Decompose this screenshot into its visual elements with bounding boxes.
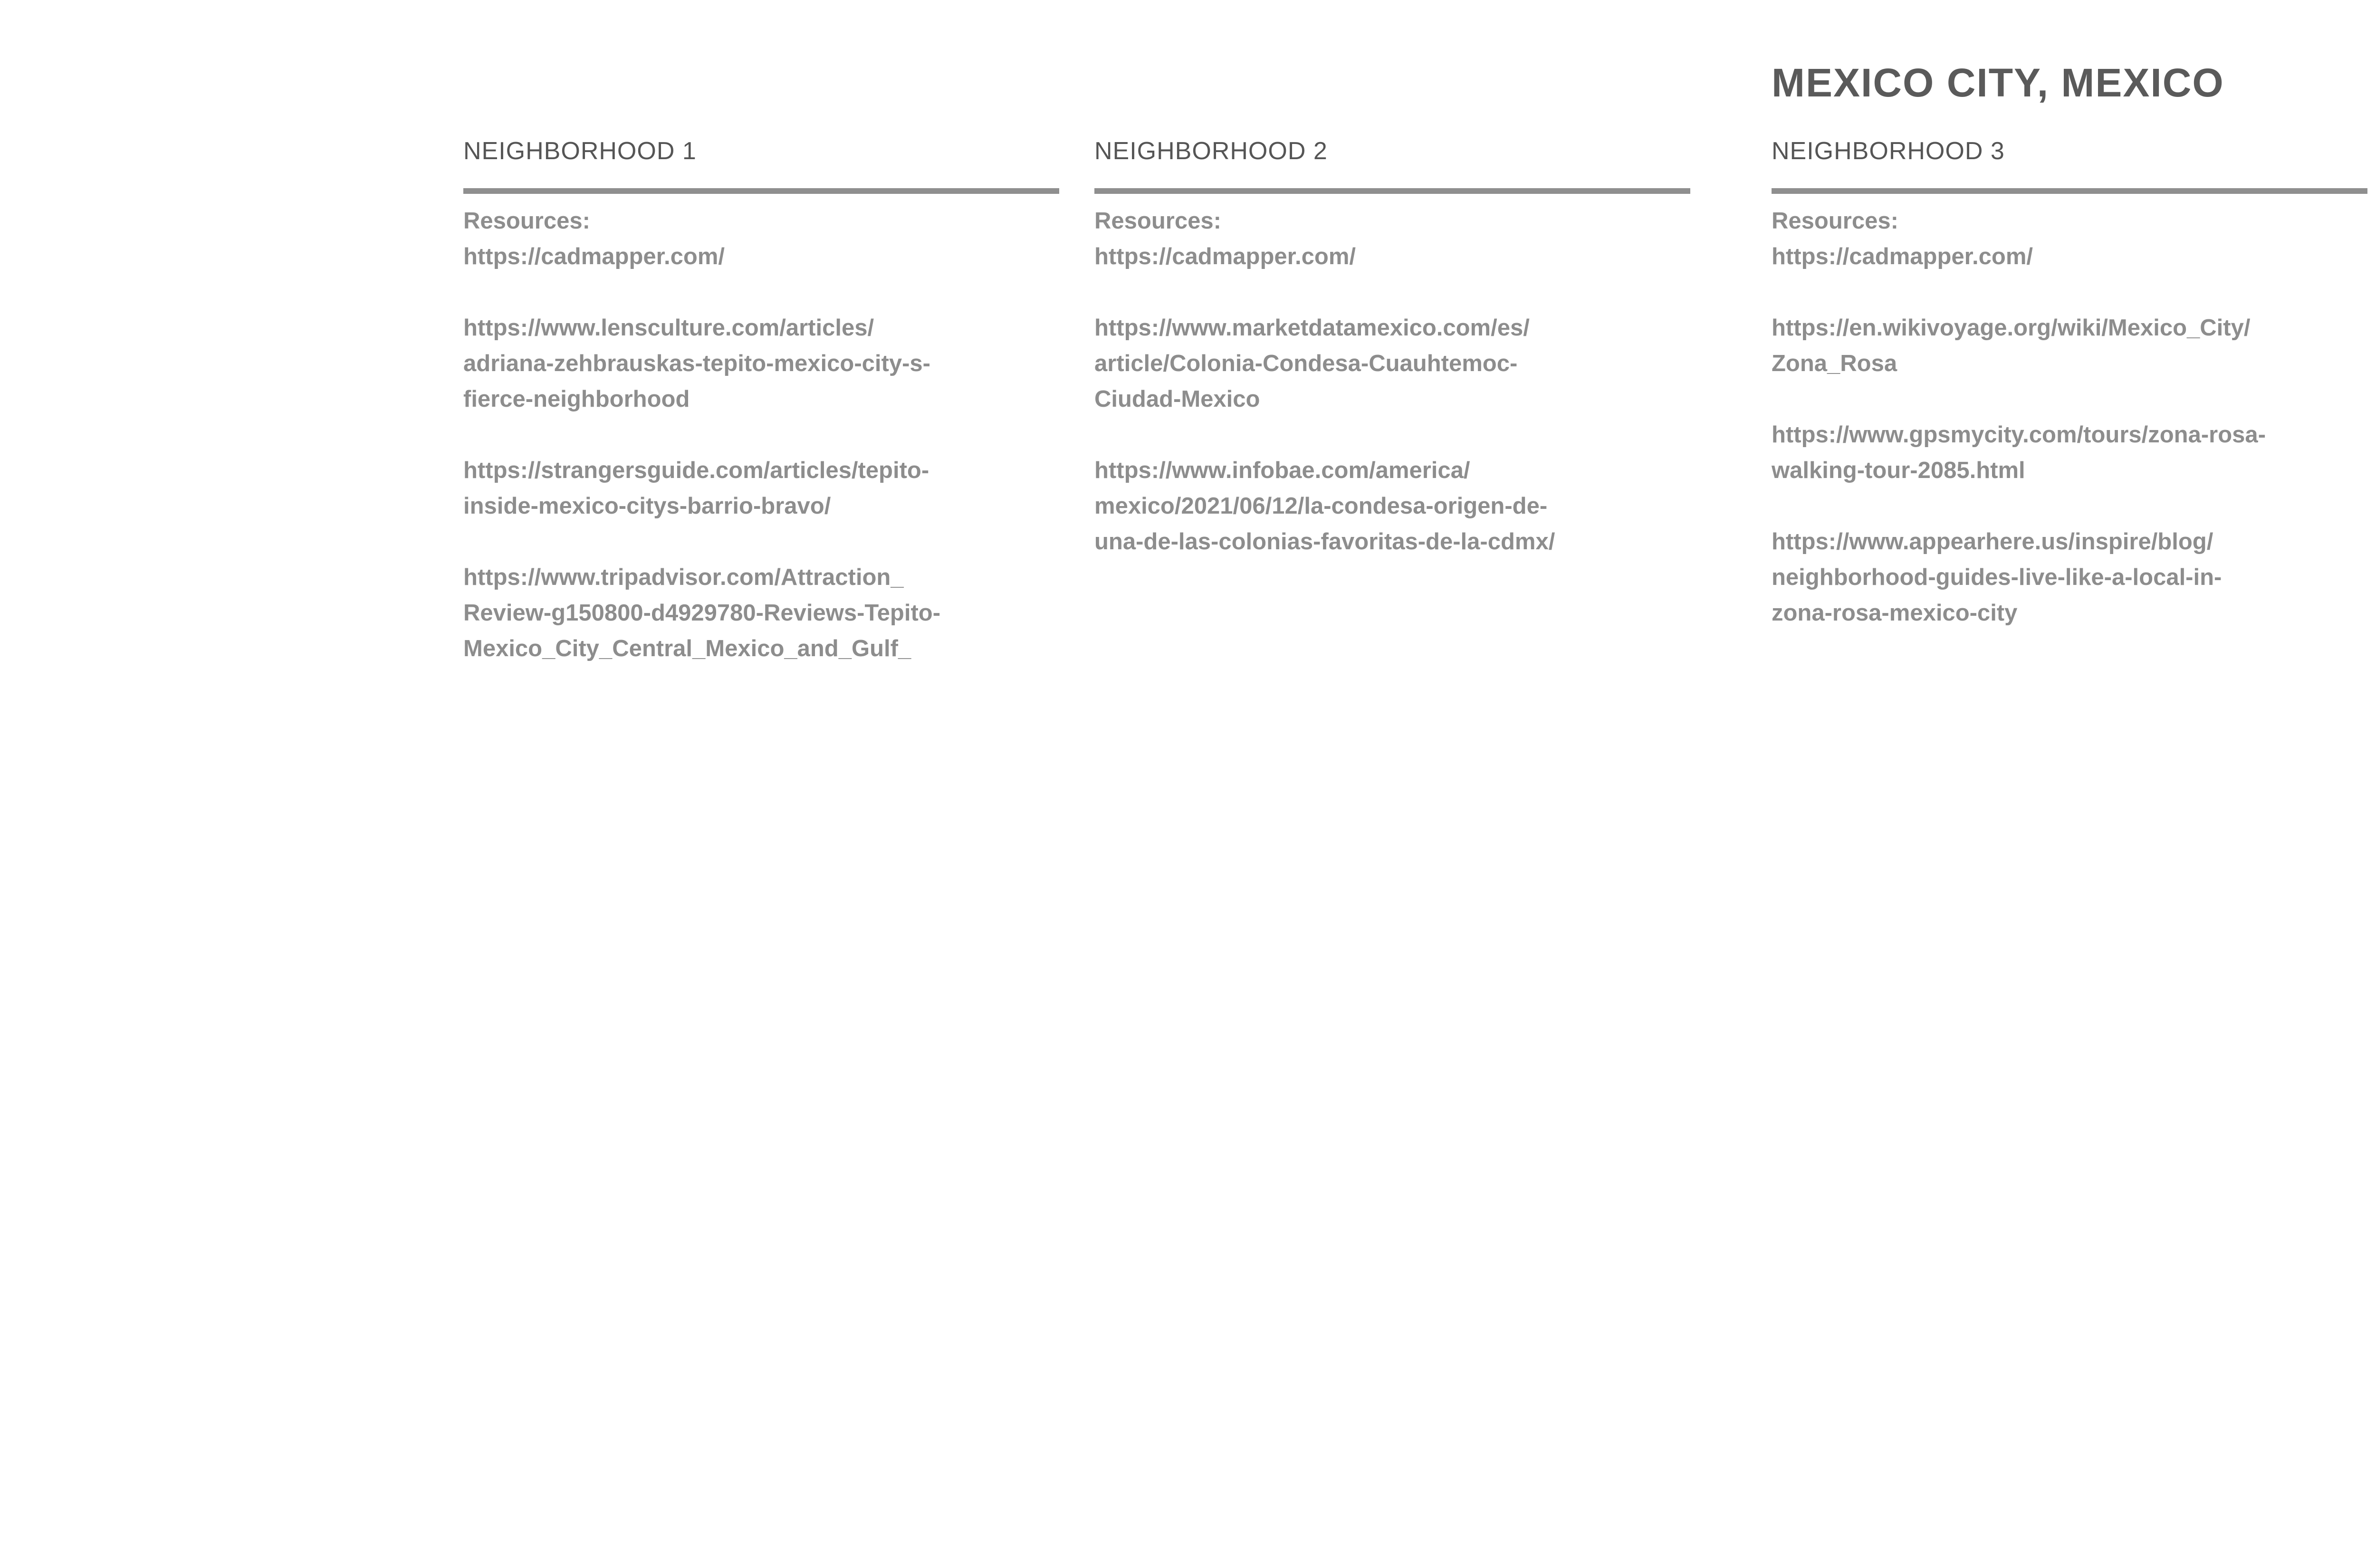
resource-link-text: article/Colonia-Condesa-Cuauhtemoc- bbox=[1094, 351, 1518, 376]
resource-link[interactable] bbox=[1772, 417, 2367, 488]
resource-link[interactable] bbox=[1772, 239, 2367, 275]
resource-link-text: https://cadmapper.com/ bbox=[1772, 244, 2033, 269]
resource-link-text: https://cadmapper.com/ bbox=[1094, 244, 1356, 269]
resource-link-text: mexico/2021/06/12/la-condesa-origen-de- bbox=[1094, 493, 1548, 519]
neighborhood-2-heading: NEIGHBORHOOD 2 bbox=[1094, 137, 1328, 165]
resource-link-text: neighborhood-guides-live-like-a-local-in- bbox=[1772, 564, 2222, 590]
neighborhood-1-divider bbox=[463, 188, 1059, 194]
resource-link[interactable] bbox=[1094, 310, 1690, 417]
neighborhood-3-divider bbox=[1772, 188, 2367, 194]
resource-link-text: https://cadmapper.com/ bbox=[463, 244, 725, 269]
resource-link-text: https://www.gpsmycity.com/tours/zona-rosa- bbox=[1772, 422, 2266, 448]
neighborhood-3-column bbox=[1772, 135, 2367, 631]
resource-link[interactable] bbox=[463, 239, 1059, 275]
page-title: MEXICO CITY, MEXICO bbox=[1772, 60, 2224, 105]
resource-link[interactable] bbox=[463, 310, 1059, 417]
resource-link-text: fierce-neighborhood bbox=[463, 386, 690, 412]
resource-link-text: https://en.wikivoyage.org/wiki/Mexico_City/ bbox=[1772, 315, 2251, 341]
resources-label: Resources: bbox=[1772, 208, 1898, 234]
resource-link-text: https://www.lensculture.com/articles/ bbox=[463, 315, 874, 341]
resources-label: Resources: bbox=[1094, 208, 1221, 234]
resource-link[interactable] bbox=[1094, 239, 1690, 275]
resource-link[interactable] bbox=[1772, 310, 2367, 382]
neighborhood-2-column bbox=[1094, 135, 1690, 560]
resource-link-text: https://www.infobae.com/america/ bbox=[1094, 458, 1470, 483]
resources-label: Resources: bbox=[463, 208, 590, 234]
resource-link-text: https://www.marketdatamexico.com/es/ bbox=[1094, 315, 1530, 341]
resource-link-text: https://strangersguide.com/articles/tepito- bbox=[463, 458, 929, 483]
resource-link-text: adriana-zehbrauskas-tepito-mexico-city-s- bbox=[463, 351, 930, 376]
resource-link-text: inside-mexico-citys-barrio-bravo/ bbox=[463, 493, 831, 519]
resource-link[interactable] bbox=[1094, 453, 1690, 560]
neighborhood-2-divider bbox=[1094, 188, 1690, 194]
resource-link-text: Mexico_City_Central_Mexico_and_Gulf_ bbox=[463, 636, 911, 661]
resource-link-text: una-de-las-colonias-favoritas-de-la-cdmx/ bbox=[1094, 529, 1555, 555]
resource-link[interactable] bbox=[463, 560, 1059, 667]
resource-link-list bbox=[1772, 239, 2367, 631]
resource-link-text: https://www.appearhere.us/inspire/blog/ bbox=[1772, 529, 2213, 555]
resource-link[interactable] bbox=[1772, 524, 2367, 631]
neighborhood-1-column bbox=[463, 135, 1059, 667]
resource-link-list bbox=[1094, 239, 1690, 560]
neighborhood-1-heading: NEIGHBORHOOD 1 bbox=[463, 137, 697, 165]
resource-link-text: Zona_Rosa bbox=[1772, 351, 1897, 376]
resource-link-text: walking-tour-2085.html bbox=[1772, 458, 2025, 483]
resource-link-text: zona-rosa-mexico-city bbox=[1772, 600, 2018, 626]
resource-link-list bbox=[463, 239, 1059, 667]
resource-link-text: Review-g150800-d4929780-Reviews-Tepito- bbox=[463, 600, 941, 626]
resource-link[interactable] bbox=[463, 453, 1059, 524]
resource-link-text: https://www.tripadvisor.com/Attraction_ bbox=[463, 564, 904, 590]
neighborhood-3-heading: NEIGHBORHOOD 3 bbox=[1772, 137, 2005, 165]
resource-link-text: Ciudad-Mexico bbox=[1094, 386, 1260, 412]
